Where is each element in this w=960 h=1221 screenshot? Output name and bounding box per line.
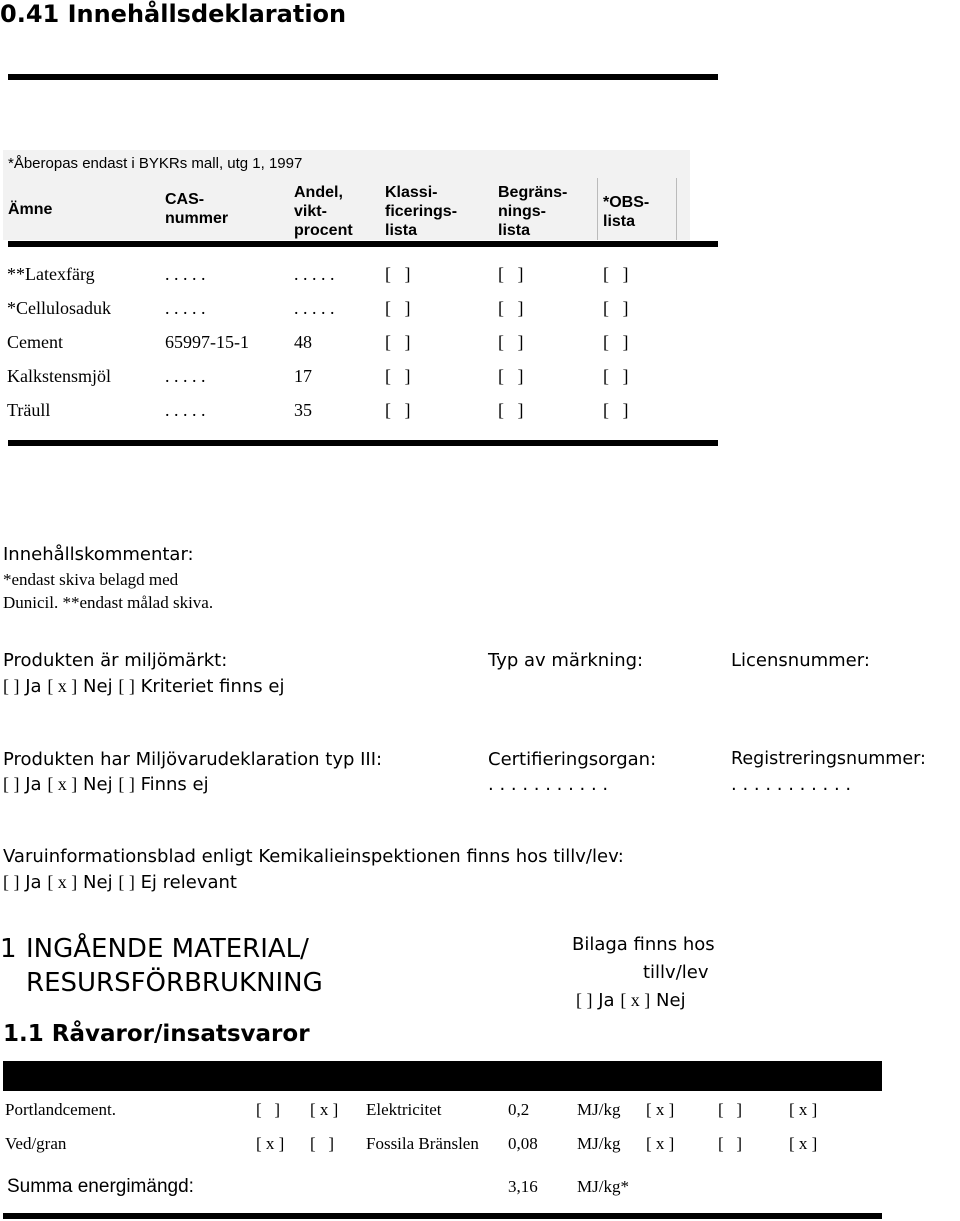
section-number: 1 — [0, 934, 17, 964]
header-andel — [294, 183, 353, 240]
decl-cell-obs[interactable]: [ ] — [603, 400, 629, 420]
section-title-line2: RESURSFÖRBRUKNING — [26, 968, 323, 998]
raw-cell-c2[interactable]: [ ] — [718, 1134, 743, 1153]
varu-nej-label: Nej — [83, 872, 113, 893]
decl-cell-klass[interactable]: [ ] — [385, 332, 411, 352]
varu-ej-relevant-label: Ej relevant — [140, 872, 237, 893]
header-cas — [165, 190, 228, 228]
raw-cell-c1[interactable]: [ x ] — [646, 1134, 675, 1153]
decl-cell-begr[interactable]: [ ] — [498, 264, 524, 284]
page-title: 0.41 Innehållsdeklaration — [0, 0, 347, 28]
header-klass-line3: lista — [385, 222, 418, 239]
raw-cell-c3[interactable]: [ x ] — [789, 1100, 818, 1119]
header-column-divider — [676, 178, 677, 240]
mvd-finns-ej-checkbox[interactable]: [ ] — [118, 774, 135, 794]
comment-label: Innehållskommentar: — [3, 544, 194, 565]
header-amne: Ämne — [8, 201, 53, 218]
raw-cell-b1[interactable]: [ ] — [256, 1100, 281, 1119]
header-underline — [8, 241, 718, 247]
header-obs — [603, 193, 649, 231]
mvd-cert-label: Certifieringsorgan: — [488, 749, 657, 770]
decl-cell-andel: . . . . . — [294, 264, 335, 284]
miljo-kriteriet-checkbox[interactable]: [ ] — [118, 676, 135, 696]
header-obs-line1: *OBS- — [603, 194, 650, 211]
comment-line1: *endast skiva belagd med — [3, 570, 179, 589]
bilaga-line1: Bilaga finns hos — [572, 934, 715, 955]
miljo-nej-label: Nej — [83, 676, 113, 697]
header-begr — [498, 183, 567, 240]
header-andel-line1: Andel, — [294, 184, 343, 201]
mvd-nej-checkbox[interactable]: [ x ] — [47, 774, 78, 794]
header-andel-line2: vikt- — [294, 203, 327, 220]
raw-cell-name: Ved/gran — [5, 1134, 67, 1153]
decl-cell-obs[interactable]: [ ] — [603, 298, 629, 318]
header-begr-line3: lista — [498, 222, 531, 239]
mvd-reg-value: . . . . . . . . . . . — [731, 774, 852, 795]
decl-cell-obs[interactable]: [ ] — [603, 332, 629, 352]
miljo-options — [3, 676, 284, 697]
raw-cell-b2[interactable]: [ ] — [310, 1134, 335, 1153]
raw-cell-b2[interactable]: [ x ] — [310, 1100, 339, 1119]
subsection-title: 1.1 Råvaror/insatsvaror — [3, 1021, 310, 1047]
bilaga-options — [576, 990, 686, 1011]
raw-cell-c3[interactable]: [ x ] — [789, 1134, 818, 1153]
header-cas-line1: CAS- — [165, 191, 205, 208]
bilaga-ja-label: Ja — [598, 990, 615, 1011]
bottom-divider — [3, 1213, 882, 1219]
decl-cell-cas: . . . . . — [165, 400, 206, 420]
header-klass — [385, 183, 457, 240]
miljo-typ-label: Typ av märkning: — [488, 650, 644, 671]
decl-cell-amne: **Latexfärg — [7, 264, 95, 284]
decl-cell-obs[interactable]: [ ] — [603, 366, 629, 386]
decl-cell-cas: . . . . . — [165, 366, 206, 386]
varu-nej-checkbox[interactable]: [ x ] — [47, 872, 78, 892]
sum-value: 3,16 — [508, 1177, 538, 1196]
mvd-reg-label: Registreringsnummer: — [731, 749, 926, 769]
header-obs-line2: lista — [603, 213, 636, 230]
mvd-ja-checkbox[interactable]: [ ] — [3, 774, 20, 794]
header-column-divider — [597, 178, 598, 240]
decl-cell-begr[interactable]: [ ] — [498, 366, 524, 386]
raw-cell-name: Portlandcement. — [5, 1100, 116, 1119]
decl-cell-cas: . . . . . — [165, 264, 206, 284]
varu-label: Varuinformationsblad enligt Kemikalieinspektionen finns hos tillv/lev: — [3, 846, 624, 867]
decl-cell-cas: . . . . . — [165, 298, 206, 318]
decl-cell-begr[interactable]: [ ] — [498, 400, 524, 420]
comment-line2: Dunicil. **endast målad skiva. — [3, 593, 214, 612]
sum-label: Summa energimängd: — [7, 1176, 194, 1197]
varu-ja-checkbox[interactable]: [ ] — [3, 872, 20, 892]
miljo-label: Produkten är miljömärkt: — [3, 650, 228, 671]
mvd-options — [3, 774, 209, 795]
varu-options — [3, 872, 237, 893]
raw-cell-value: 0,2 — [508, 1100, 530, 1119]
decl-cell-andel: . . . . . — [294, 298, 335, 318]
raw-cell-unit: MJ/kg — [577, 1134, 621, 1153]
decl-cell-obs[interactable]: [ ] — [603, 264, 629, 284]
decl-cell-begr[interactable]: [ ] — [498, 298, 524, 318]
declaration-note: *Åberopas endast i BYKRs mall, utg 1, 1997 — [8, 155, 303, 172]
header-klass-line2: ficerings- — [385, 203, 458, 220]
decl-cell-andel: 17 — [294, 366, 312, 386]
miljo-kriteriet-label: Kriteriet finns ej — [140, 676, 285, 697]
bilaga-ja-checkbox[interactable]: [ ] — [576, 990, 593, 1010]
bilaga-nej-label: Nej — [656, 990, 686, 1011]
decl-cell-klass[interactable]: [ ] — [385, 400, 411, 420]
sum-unit: MJ/kg* — [577, 1177, 629, 1196]
header-begr-line1: Begräns- — [498, 184, 568, 201]
header-cas-line2: nummer — [165, 210, 229, 227]
decl-cell-amne: Cement — [7, 332, 63, 352]
varu-ej-relevant-checkbox[interactable]: [ ] — [118, 872, 135, 892]
miljo-nej-checkbox[interactable]: [ x ] — [47, 676, 78, 696]
decl-cell-amne: *Cellulosaduk — [7, 298, 111, 318]
header-andel-line3: procent — [294, 222, 353, 239]
raw-cell-b1[interactable]: [ x ] — [256, 1134, 285, 1153]
header-klass-line1: Klassi- — [385, 184, 438, 201]
table-header-bar — [3, 1061, 882, 1091]
miljo-ja-checkbox[interactable]: [ ] — [3, 676, 20, 696]
raw-cell-c1[interactable]: [ x ] — [646, 1100, 675, 1119]
miljo-ja-label: Ja — [25, 676, 42, 697]
raw-cell-energy: Elektricitet — [366, 1100, 442, 1119]
mvd-ja-label: Ja — [25, 774, 42, 795]
section-divider — [8, 440, 718, 446]
raw-cell-energy: Fossila Bränslen — [366, 1134, 479, 1153]
section-title-line1: INGÅENDE MATERIAL/ — [26, 934, 309, 964]
decl-cell-begr[interactable]: [ ] — [498, 332, 524, 352]
decl-cell-klass[interactable]: [ ] — [385, 264, 411, 284]
raw-cell-unit: MJ/kg — [577, 1100, 621, 1119]
decl-cell-amne: Träull — [7, 400, 51, 420]
mvd-finns-ej-label: Finns ej — [140, 774, 209, 795]
raw-cell-c2[interactable]: [ ] — [718, 1100, 743, 1119]
bilaga-nej-checkbox[interactable]: [ x ] — [620, 990, 651, 1010]
decl-cell-andel: 35 — [294, 400, 312, 420]
mvd-cert-value: . . . . . . . . . . . — [488, 774, 609, 795]
raw-cell-value: 0,08 — [508, 1134, 538, 1153]
section-divider — [8, 74, 718, 80]
miljo-licens-label: Licensnummer: — [731, 650, 870, 671]
decl-cell-klass[interactable]: [ ] — [385, 298, 411, 318]
mvd-label: Produkten har Miljövarudeklaration typ III: — [3, 749, 383, 770]
decl-cell-klass[interactable]: [ ] — [385, 366, 411, 386]
varu-ja-label: Ja — [25, 872, 42, 893]
header-begr-line2: nings- — [498, 203, 546, 220]
decl-cell-cas: 65997-15-1 — [165, 332, 249, 352]
bilaga-line2: tillv/lev — [643, 962, 709, 983]
decl-cell-amne: Kalkstensmjöl — [7, 366, 111, 386]
mvd-nej-label: Nej — [83, 774, 113, 795]
decl-cell-andel: 48 — [294, 332, 312, 352]
